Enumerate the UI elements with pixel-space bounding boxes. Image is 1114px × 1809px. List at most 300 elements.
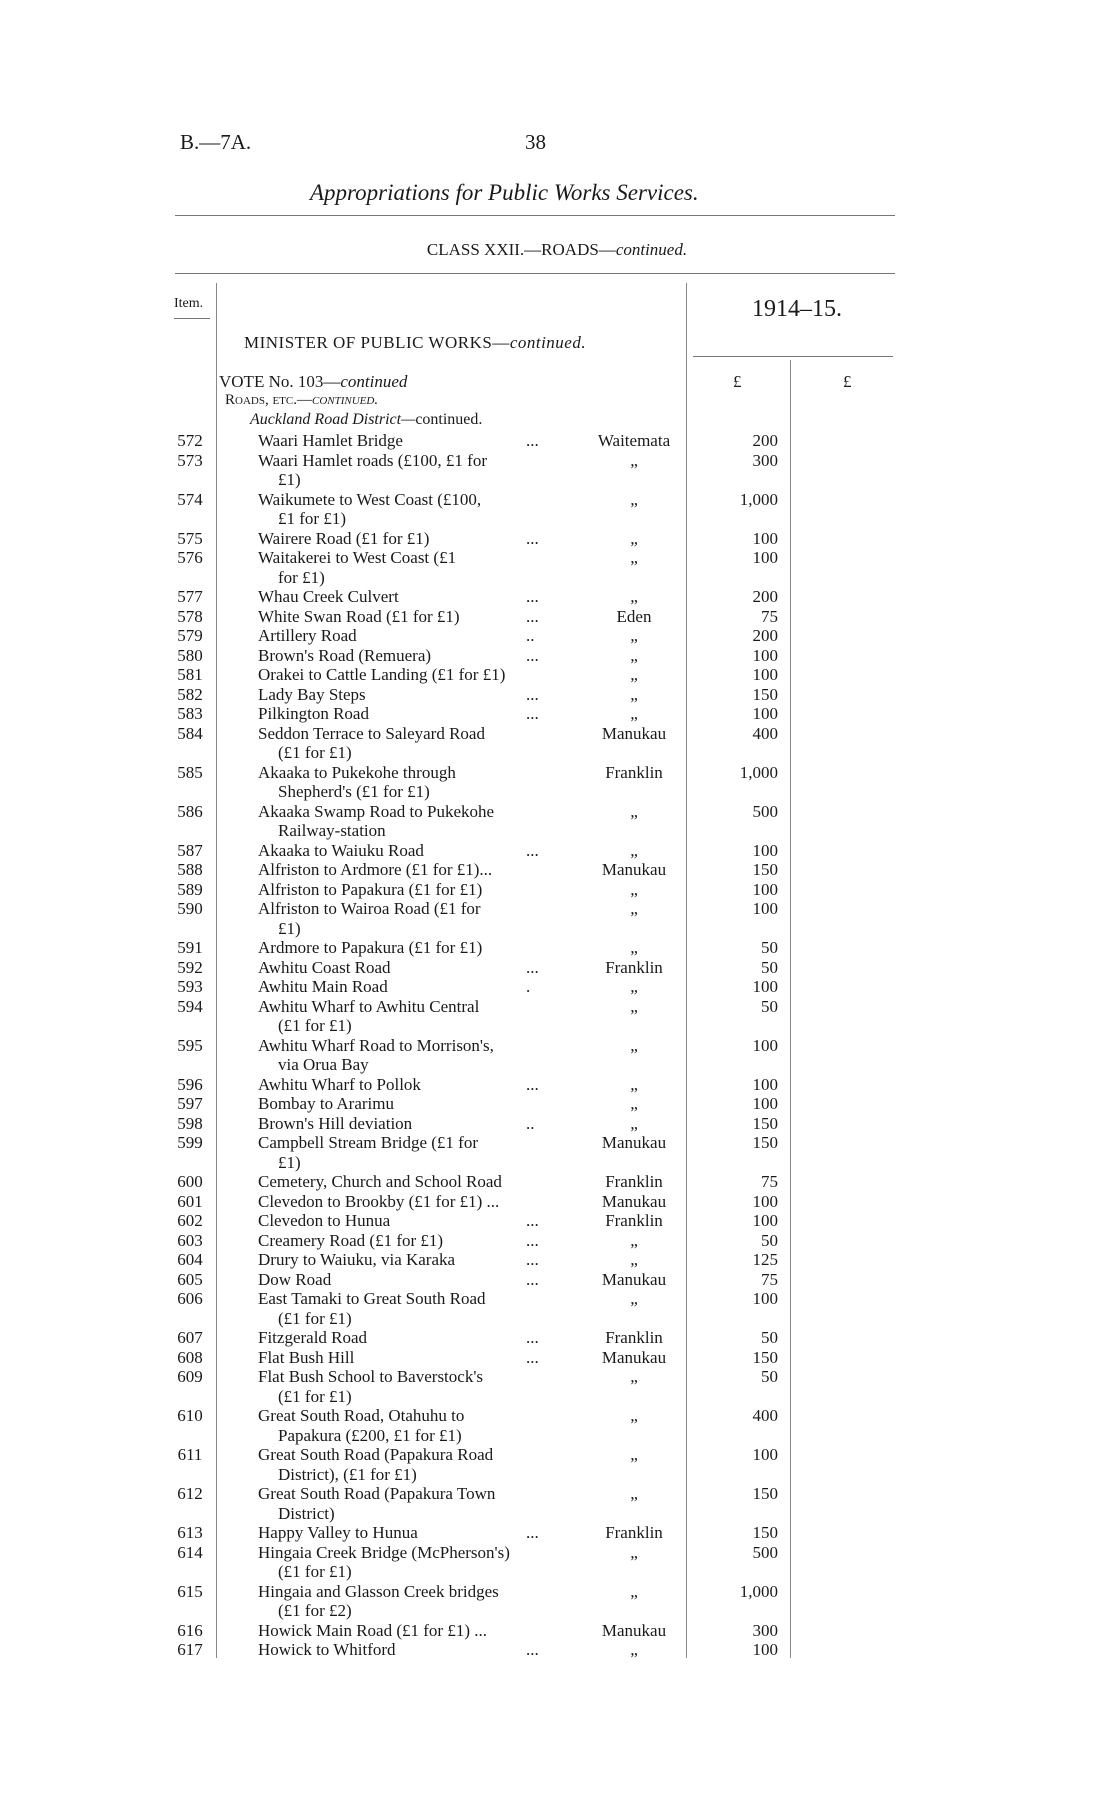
description-line-1 xyxy=(258,1289,553,1309)
item-number: 582 xyxy=(177,684,203,704)
leader-dots: ... xyxy=(526,587,539,606)
description-text: Brown's Hill deviation xyxy=(258,1113,413,1133)
district-heading xyxy=(250,411,482,429)
description-text: Waari Hamlet Bridge xyxy=(258,431,403,450)
item-description xyxy=(258,1211,553,1231)
amount: 150 xyxy=(752,684,778,704)
road-district: Waitemata xyxy=(597,431,671,450)
item-description xyxy=(258,1406,553,1445)
description-line-1 xyxy=(258,841,553,861)
item-number: 585 xyxy=(177,762,203,782)
description-text: Alfriston to Ardmore (£1 for £1)... xyxy=(258,860,493,879)
road-district: „ xyxy=(630,626,638,645)
road-district: „ xyxy=(630,977,638,996)
year-rule xyxy=(693,356,893,357)
road-district: „ xyxy=(630,1250,638,1269)
description-text: East Tamaki to Great South Road xyxy=(258,1289,486,1308)
item-description xyxy=(258,880,553,900)
leader-dots: ... xyxy=(526,1250,539,1269)
item-number: 600 xyxy=(177,1172,203,1191)
item-number: 598 xyxy=(177,1113,203,1133)
leader-dots: ... xyxy=(526,1328,539,1347)
item-number: 607 xyxy=(177,1328,203,1347)
amount: 400 xyxy=(752,1406,778,1425)
description-line-1 xyxy=(258,899,553,919)
class-title-main: CLASS XXII.—ROADS— xyxy=(426,240,616,259)
description-line-2: £1 for £1) xyxy=(278,509,346,528)
amount: 100 xyxy=(752,1211,778,1230)
road-district: „ xyxy=(630,1230,638,1250)
description-line-1 xyxy=(258,490,553,510)
item-description xyxy=(258,1328,553,1348)
description-line-1 xyxy=(258,1367,553,1387)
amount: 100 xyxy=(752,704,778,723)
minister-main: MINISTER OF PUBLIC WORKS— xyxy=(244,333,510,352)
description-text: Alfriston to Wairoa Road (£1 for xyxy=(258,899,481,918)
amount: 50 xyxy=(761,1230,778,1250)
item-description xyxy=(258,938,553,958)
item-description xyxy=(258,665,553,685)
amount: 150 xyxy=(752,1133,778,1152)
description-text: Flat Bush School to Baverstock's xyxy=(258,1367,484,1386)
description-line-1 xyxy=(258,880,553,900)
item-number: 617 xyxy=(177,1640,203,1659)
description-text: White Swan Road (£1 for £1) xyxy=(258,606,460,626)
item-description xyxy=(258,1133,553,1172)
item-description xyxy=(258,1348,553,1368)
header-top-rule xyxy=(175,273,895,274)
item-number: 610 xyxy=(177,1406,203,1425)
description-line-1 xyxy=(258,451,553,471)
leader-dots: ... xyxy=(526,840,539,860)
leader-dots: ... xyxy=(526,957,539,977)
amount: 100 xyxy=(752,840,778,860)
description-text: Happy Valley to Hunua xyxy=(258,1523,418,1542)
item-description xyxy=(258,1172,553,1192)
description-line-1 xyxy=(258,607,553,627)
road-district: „ xyxy=(630,996,638,1016)
amount: 100 xyxy=(752,1094,778,1113)
description-text: Hingaia and Glasson Creek bridges xyxy=(258,1581,499,1601)
leader-dots: ... xyxy=(526,1347,539,1367)
description-line-2: (£1 for £1) xyxy=(278,1562,352,1581)
road-district: „ xyxy=(630,1445,638,1464)
road-district: „ xyxy=(630,645,638,665)
item-number: 593 xyxy=(177,977,203,996)
description-line-1 xyxy=(258,977,553,997)
page-title: Appropriations for Public Works Services. xyxy=(310,180,699,205)
amount: 100 xyxy=(752,548,778,567)
amount: 100 xyxy=(752,1289,778,1308)
road-district: Eden xyxy=(616,606,652,626)
item-description xyxy=(258,763,553,802)
item-number: 596 xyxy=(177,1074,203,1094)
description-line-1 xyxy=(258,1270,553,1290)
description-line-2: Railway-station xyxy=(278,821,386,840)
vote-heading xyxy=(219,372,407,392)
item-number: 573 xyxy=(177,450,203,470)
item-number: 592 xyxy=(177,957,203,977)
item-description xyxy=(258,704,553,724)
item-number: 575 xyxy=(177,528,203,548)
amount: 100 xyxy=(752,899,778,918)
item-number: 611 xyxy=(177,1445,203,1464)
item-description xyxy=(258,1250,553,1270)
item-number: 588 xyxy=(177,860,203,879)
description-line-1 xyxy=(258,860,553,880)
item-description xyxy=(258,977,553,997)
description-line-1 xyxy=(258,1075,553,1095)
amount: 500 xyxy=(752,801,778,821)
amount: 100 xyxy=(752,1035,778,1055)
amount: 50 xyxy=(761,957,778,977)
page-number: 38 xyxy=(525,130,546,154)
road-district: Franklin xyxy=(605,1328,663,1347)
leader-dots: .. xyxy=(526,1113,535,1133)
amount: 100 xyxy=(752,1640,778,1659)
amount: 150 xyxy=(752,860,778,879)
amount: 100 xyxy=(752,1445,778,1464)
description-line-2: (£1 for £1) xyxy=(278,1016,352,1035)
item-column-divider xyxy=(216,283,217,1658)
item-description xyxy=(258,724,553,763)
description-text: Flat Bush Hill xyxy=(258,1347,355,1367)
item-number: 614 xyxy=(177,1542,203,1562)
leader-dots: ... xyxy=(526,704,539,723)
item-number: 605 xyxy=(177,1269,203,1289)
road-district: „ xyxy=(630,1581,638,1601)
amount: 300 xyxy=(752,1620,778,1640)
amount: 75 xyxy=(761,1269,778,1289)
item-description xyxy=(258,1231,553,1251)
column-header-pound-2: £ xyxy=(843,372,852,391)
item-description xyxy=(258,802,553,841)
description-text: Orakei to Cattle Landing (£1 for £1) xyxy=(258,665,506,684)
description-line-2: District) xyxy=(278,1503,335,1523)
amount: 100 xyxy=(752,879,778,899)
item-number: 574 xyxy=(177,489,203,509)
item-description xyxy=(258,1445,553,1484)
road-district: „ xyxy=(630,1035,638,1055)
description-line-2: £1) xyxy=(278,918,301,938)
description-line-1 xyxy=(258,1348,553,1368)
item-number: 604 xyxy=(177,1250,203,1269)
description-text: Great South Road (Papakura Town xyxy=(258,1484,496,1503)
description-line-2: (£1 for £2) xyxy=(278,1601,352,1620)
road-district: „ xyxy=(630,665,638,684)
item-number: 602 xyxy=(177,1211,203,1230)
road-district: „ xyxy=(630,528,638,548)
column-header-item: Item. xyxy=(174,296,204,311)
leader-dots: ... xyxy=(526,528,539,548)
description-line-1 xyxy=(258,1406,553,1426)
description-line-1 xyxy=(258,802,553,822)
item-description xyxy=(258,490,553,529)
item-number: 583 xyxy=(177,704,203,723)
description-text: Howick Main Road (£1 for £1) ... xyxy=(258,1620,487,1640)
item-number: 603 xyxy=(177,1230,203,1250)
description-text: Awhitu Wharf to Awhitu Central xyxy=(258,996,480,1016)
description-text: Waikumete to West Coast (£100, xyxy=(258,489,482,509)
amount: 100 xyxy=(752,977,778,996)
amount: 150 xyxy=(752,1113,778,1133)
column-header-year: 1914–15. xyxy=(752,296,842,322)
vote-main: VOTE No. 103— xyxy=(219,372,341,391)
description-line-1 xyxy=(258,665,553,685)
title-rule xyxy=(175,215,895,216)
amount: 100 xyxy=(752,1191,778,1211)
minister-heading xyxy=(244,333,586,353)
description-text: Lady Bay Steps xyxy=(258,684,366,704)
amount: 50 xyxy=(761,938,778,957)
amount: 100 xyxy=(752,528,778,548)
amount: 125 xyxy=(752,1250,778,1269)
road-district: Franklin xyxy=(605,762,663,782)
description-text: Alfriston to Papakura (£1 for £1) xyxy=(258,879,483,899)
item-number: 577 xyxy=(177,587,203,606)
item-description xyxy=(258,1640,553,1660)
amount: 200 xyxy=(752,431,778,450)
item-number: 601 xyxy=(177,1191,203,1211)
description-text: Seddon Terrace to Saleyard Road xyxy=(258,723,485,743)
description-text: Awhitu Coast Road xyxy=(258,957,391,977)
road-district: „ xyxy=(630,1484,638,1503)
description-line-1 xyxy=(258,1445,553,1465)
amount: 100 xyxy=(752,665,778,684)
road-district: „ xyxy=(630,548,638,567)
roads-continued: continued. xyxy=(311,392,379,408)
item-number: 612 xyxy=(177,1484,203,1503)
item-number: 584 xyxy=(177,723,203,743)
description-line-1 xyxy=(258,1484,553,1504)
item-description xyxy=(258,958,553,978)
description-line-1 xyxy=(258,1172,553,1192)
description-text: Wairere Road (£1 for £1) xyxy=(258,528,430,548)
description-line-1 xyxy=(258,1640,553,1660)
amount: 150 xyxy=(752,1523,778,1542)
item-number: 599 xyxy=(177,1133,203,1152)
item-description xyxy=(258,1367,553,1406)
description-text: Clevedon to Brookby (£1 for £1) ... xyxy=(258,1191,500,1211)
item-description xyxy=(258,587,553,607)
description-text: Creamery Road (£1 for £1) xyxy=(258,1230,444,1250)
leader-dots: ... xyxy=(526,1523,539,1542)
road-district: Franklin xyxy=(605,1172,663,1191)
description-line-1 xyxy=(258,548,553,568)
amount: 50 xyxy=(761,996,778,1016)
description-line-1 xyxy=(258,724,553,744)
description-text: Great South Road, Otahuhu to xyxy=(258,1406,465,1425)
description-line-1 xyxy=(258,1036,553,1056)
item-description xyxy=(258,1582,553,1621)
item-description xyxy=(258,646,553,666)
road-district: Manukau xyxy=(601,723,667,743)
description-text: Campbell Stream Bridge (£1 for xyxy=(258,1133,479,1152)
item-description xyxy=(258,1484,553,1523)
item-description xyxy=(258,685,553,705)
description-text: Akaaka to Pukekohe through xyxy=(258,762,456,782)
road-district: „ xyxy=(630,840,638,860)
roads-heading xyxy=(225,392,378,409)
road-district: „ xyxy=(630,587,638,606)
description-text: Dow Road xyxy=(258,1269,332,1289)
item-number: 615 xyxy=(177,1581,203,1601)
description-text: Fitzgerald Road xyxy=(258,1328,368,1347)
vote-continued: continued xyxy=(340,372,408,391)
item-number: 606 xyxy=(177,1289,203,1308)
road-district: „ xyxy=(630,801,638,821)
description-text: Waitakerei to West Coast (£1 xyxy=(258,548,457,567)
description-text: Akaaka to Waiuku Road xyxy=(258,840,424,860)
amount: 200 xyxy=(752,587,778,606)
item-description xyxy=(258,1114,553,1134)
description-line-1 xyxy=(258,1328,553,1348)
description-text: Drury to Waiuku, via Karaka xyxy=(258,1250,456,1269)
item-description xyxy=(258,1523,553,1543)
leader-dots: .. xyxy=(526,626,535,645)
item-number: 591 xyxy=(177,938,203,957)
description-line-2: via Orua Bay xyxy=(278,1055,369,1074)
road-district: Franklin xyxy=(605,1211,663,1230)
road-district: „ xyxy=(630,1074,638,1094)
description-line-1 xyxy=(258,626,553,646)
item-description xyxy=(258,899,553,938)
description-text: Great South Road (Papakura Road xyxy=(258,1445,494,1464)
description-line-1 xyxy=(258,431,553,451)
description-line-1 xyxy=(258,997,553,1017)
item-number: 589 xyxy=(177,879,203,899)
item-description xyxy=(258,1192,553,1212)
leader-dots: ... xyxy=(526,684,539,704)
description-line-1 xyxy=(258,1250,553,1270)
road-district: „ xyxy=(630,938,638,957)
amount-column-divider xyxy=(790,360,791,1658)
item-number: 597 xyxy=(177,1094,203,1113)
district-column-divider xyxy=(686,283,687,1658)
item-description xyxy=(258,607,553,627)
description-text: Awhitu Wharf to Pollok xyxy=(258,1074,421,1094)
item-header-rule xyxy=(174,318,210,319)
road-district: „ xyxy=(630,1542,638,1562)
amount: 500 xyxy=(752,1542,778,1562)
amount: 150 xyxy=(752,1347,778,1367)
amount: 100 xyxy=(752,645,778,665)
item-description xyxy=(258,1094,553,1114)
road-district: „ xyxy=(630,684,638,704)
item-description xyxy=(258,1289,553,1328)
description-line-2: £1) xyxy=(278,1152,301,1172)
leader-dots: ... xyxy=(526,1230,539,1250)
item-number: 572 xyxy=(177,431,203,450)
item-number: 586 xyxy=(177,801,203,821)
item-description xyxy=(258,841,553,861)
road-district: Franklin xyxy=(605,1523,663,1542)
item-number: 579 xyxy=(177,626,203,645)
road-district: „ xyxy=(630,704,638,723)
description-text: Howick to Whitford xyxy=(258,1640,396,1659)
item-number: 578 xyxy=(177,606,203,626)
item-number: 587 xyxy=(177,840,203,860)
description-line-2: District), (£1 for £1) xyxy=(278,1464,417,1484)
road-district: „ xyxy=(630,879,638,899)
amount: 1,000 xyxy=(739,762,778,782)
item-description xyxy=(258,1036,553,1075)
description-line-1 xyxy=(258,1114,553,1134)
description-line-1 xyxy=(258,1231,553,1251)
district-continued: continued. xyxy=(415,411,483,428)
item-description xyxy=(258,626,553,646)
item-number: 595 xyxy=(177,1035,203,1055)
item-description xyxy=(258,431,553,451)
description-line-2: for £1) xyxy=(278,567,325,587)
description-line-2: £1) xyxy=(278,470,301,489)
amount: 400 xyxy=(752,723,778,743)
description-line-1 xyxy=(258,1211,553,1231)
amount: 150 xyxy=(752,1484,778,1503)
description-line-2: (£1 for £1) xyxy=(278,1386,352,1406)
item-number: 581 xyxy=(177,665,203,684)
item-description xyxy=(258,1075,553,1095)
road-district: Manukau xyxy=(601,1620,667,1640)
leader-dots: ... xyxy=(526,1640,539,1659)
description-line-1 xyxy=(258,685,553,705)
item-number: 613 xyxy=(177,1523,203,1542)
description-line-1 xyxy=(258,1192,553,1212)
description-line-1 xyxy=(258,1621,553,1641)
description-text: Awhitu Main Road xyxy=(258,977,388,996)
description-line-1 xyxy=(258,763,553,783)
description-text: Pilkington Road xyxy=(258,704,369,723)
road-district: „ xyxy=(630,1406,638,1425)
item-description xyxy=(258,529,553,549)
item-description xyxy=(258,1621,553,1641)
class-title-continued: continued. xyxy=(615,240,688,259)
description-line-2: Papakura (£200, £1 for £1) xyxy=(278,1425,462,1445)
leader-dots: ... xyxy=(526,431,539,450)
amount: 75 xyxy=(761,1172,778,1191)
description-line-1 xyxy=(258,1094,553,1114)
item-number: 576 xyxy=(177,548,203,567)
road-district: „ xyxy=(630,1113,638,1133)
description-text: Bombay to Ararimu xyxy=(258,1094,394,1113)
leader-dots: ... xyxy=(526,1211,539,1230)
description-line-1 xyxy=(258,1133,553,1153)
amount: 1,000 xyxy=(739,489,778,509)
item-description xyxy=(258,548,553,587)
description-text: Artillery Road xyxy=(258,626,357,645)
item-description xyxy=(258,451,553,490)
description-text: Akaaka Swamp Road to Pukekohe xyxy=(258,801,495,821)
road-district: Franklin xyxy=(605,957,663,977)
description-text: Awhitu Wharf Road to Morrison's, xyxy=(258,1035,494,1055)
description-text: Clevedon to Hunua xyxy=(258,1211,391,1230)
leader-dots: ... xyxy=(526,1074,539,1094)
description-text: Hingaia Creek Bridge (McPherson's) xyxy=(258,1542,510,1562)
road-district: „ xyxy=(630,1640,638,1659)
document-code: B.—7A. xyxy=(180,130,252,154)
description-text: Whau Creek Culvert xyxy=(258,587,399,606)
amount: 1,000 xyxy=(739,1581,778,1601)
item-number: 608 xyxy=(177,1347,203,1367)
description-line-2: (£1 for £1) xyxy=(278,743,352,762)
description-line-1 xyxy=(258,587,553,607)
road-district: Manukau xyxy=(601,1191,667,1211)
road-district: Manukau xyxy=(601,1133,667,1152)
district-main: Auckland Road District— xyxy=(250,411,416,428)
leader-dots: . xyxy=(526,977,531,996)
description-line-2: Shepherd's (£1 for £1) xyxy=(278,782,430,801)
leader-dots: ... xyxy=(526,606,539,626)
